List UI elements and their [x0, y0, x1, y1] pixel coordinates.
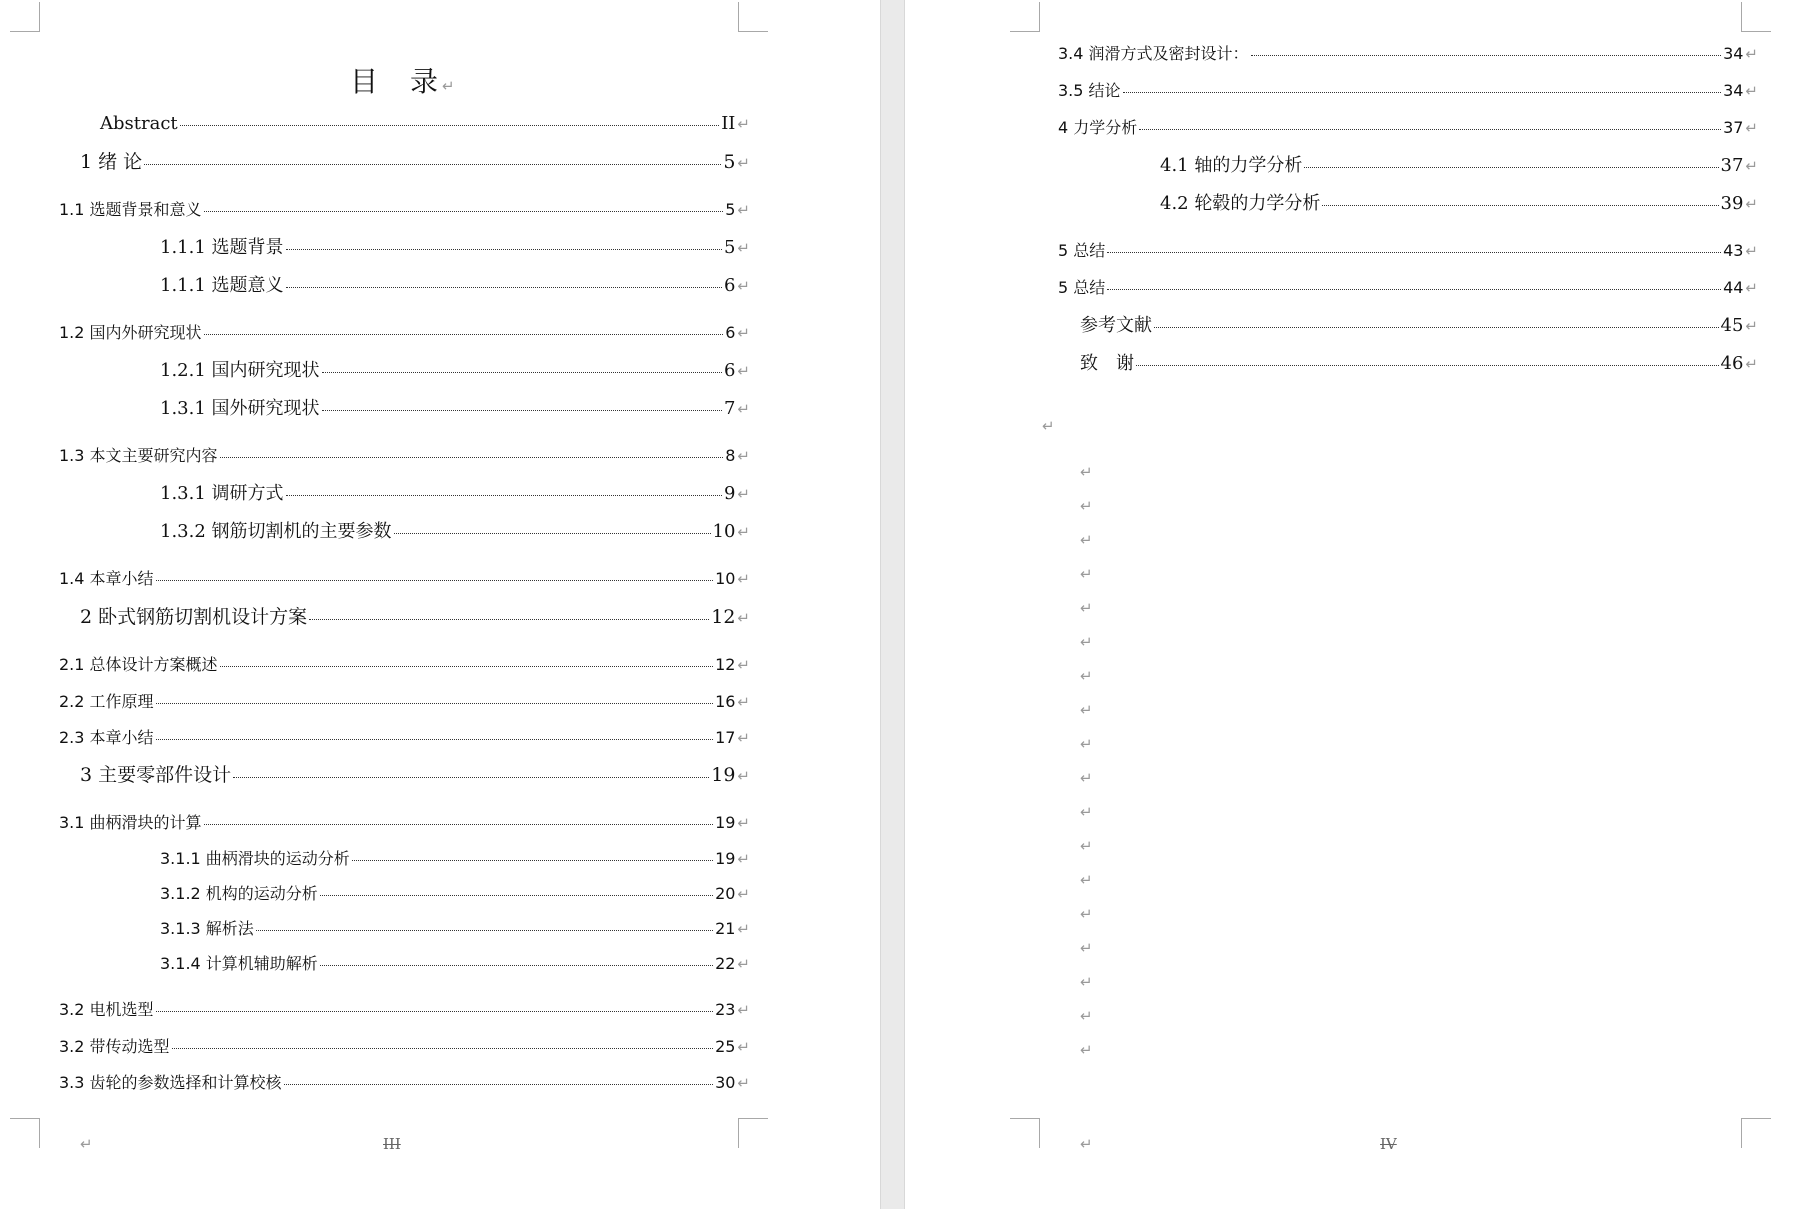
- toc-entry-section-3-5[interactable]: 3.5 结论 34 ↵: [1058, 81, 1758, 100]
- toc-entry-abstract[interactable]: Abstract II ↵: [100, 113, 750, 134]
- toc-entry-section-3-4[interactable]: 3.4 润滑方式及密封设计： 34 ↵: [1058, 44, 1758, 63]
- page-corner-marker: [10, 1118, 40, 1148]
- toc-entry-section-3-2-belt[interactable]: 3.2 带传动选型 25 ↵: [59, 1037, 750, 1056]
- page-corner-marker: [1741, 1118, 1771, 1148]
- paragraph-mark: ↵: [1080, 463, 1093, 481]
- toc-title: 目 录 ↵: [350, 65, 457, 98]
- page-corner-marker: [1010, 2, 1040, 32]
- toc-entry-subsection-3-1-3[interactable]: 3.1.3 解析法 21 ↵: [160, 919, 750, 938]
- page-corner-marker: [1741, 2, 1771, 32]
- toc-entry-subsection-1-1-1-significance[interactable]: 1.1.1 选题意义 6 ↵: [160, 275, 750, 296]
- paragraph-mark: ↵: [1080, 769, 1093, 787]
- paragraph-mark: ↵: [1080, 973, 1093, 991]
- footer-page-number: IV: [1380, 1135, 1397, 1153]
- paragraph-mark: ↵: [1080, 735, 1093, 753]
- paragraph-mark: ↵: [80, 1135, 93, 1153]
- toc-entry-section-1-2[interactable]: 1.2 国内外研究现状 6 ↵: [59, 323, 750, 342]
- toc-entry-chapter-2[interactable]: 2 卧式钢筋切割机设计方案 12 ↵: [80, 606, 750, 628]
- toc-entry-acknowledgements[interactable]: 致 谢 46 ↵: [1080, 353, 1758, 374]
- paragraph-mark: ↵: [1080, 939, 1093, 957]
- page-corner-marker: [738, 1118, 768, 1148]
- paragraph-mark: ↵: [1080, 1135, 1093, 1153]
- paragraph-mark: ↵: [1080, 837, 1093, 855]
- toc-entry-subsection-3-1-4[interactable]: 3.1.4 计算机辅助解析 22 ↵: [160, 954, 750, 973]
- toc-entry-section-3-1[interactable]: 3.1 曲柄滑块的计算 19 ↵: [59, 813, 750, 832]
- document-page-left: [0, 0, 880, 1209]
- toc-entry-section-2-1[interactable]: 2.1 总体设计方案概述 12 ↵: [59, 655, 750, 674]
- toc-entry-chapter-5-summary-b[interactable]: 5 总结 44 ↵: [1058, 278, 1758, 297]
- footer-page-number: III: [383, 1135, 401, 1153]
- toc-entry-section-2-2[interactable]: 2.2 工作原理 16 ↵: [59, 692, 750, 711]
- toc-entry-section-1-3[interactable]: 1.3 本文主要研究内容 8 ↵: [59, 446, 750, 465]
- paragraph-mark: ↵: [1080, 871, 1093, 889]
- document-page-right: [905, 0, 1818, 1209]
- toc-entry-subsection-1-3-2[interactable]: 1.3.2 钢筋切割机的主要参数 10 ↵: [160, 521, 750, 542]
- toc-entry-subsection-3-1-2[interactable]: 3.1.2 机构的运动分析 20 ↵: [160, 884, 750, 903]
- toc-entry-subsection-1-3-1[interactable]: 1.3.1 调研方式 9 ↵: [160, 483, 750, 504]
- page-gutter: [880, 0, 905, 1209]
- paragraph-mark: ↵: [1080, 1041, 1093, 1059]
- toc-entry-chapter-5-summary-a[interactable]: 5 总结 43 ↵: [1058, 241, 1758, 260]
- paragraph-mark: ↵: [1080, 633, 1093, 651]
- paragraph-mark: ↵: [1042, 417, 1055, 435]
- toc-entry-section-4-1[interactable]: 4.1 轴的力学分析 37 ↵: [1160, 155, 1758, 176]
- page-corner-marker: [10, 2, 40, 32]
- toc-entry-subsection-1-2-1[interactable]: 1.2.1 国内研究现状 6 ↵: [160, 360, 750, 381]
- paragraph-mark: ↵: [1080, 531, 1093, 549]
- toc-entry-section-1-4[interactable]: 1.4 本章小结 10 ↵: [59, 569, 750, 588]
- paragraph-mark: ↵: [1080, 497, 1093, 515]
- toc-entry-section-4-2[interactable]: 4.2 轮毂的力学分析 39 ↵: [1160, 193, 1758, 214]
- paragraph-mark: ↵: [1080, 1007, 1093, 1025]
- page-corner-marker: [1010, 1118, 1040, 1148]
- toc-entry-chapter-1[interactable]: 1 绪 论 5 ↵: [80, 151, 750, 173]
- toc-entry-references[interactable]: 参考文献 45 ↵: [1080, 315, 1758, 336]
- toc-entry-chapter-3[interactable]: 3 主要零部件设计 19 ↵: [80, 764, 750, 786]
- toc-entry-section-3-2-motor[interactable]: 3.2 电机选型 23 ↵: [59, 1000, 750, 1019]
- paragraph-mark: ↵: [1080, 565, 1093, 583]
- toc-entry-section-3-3[interactable]: 3.3 齿轮的参数选择和计算校核 30 ↵: [59, 1073, 750, 1092]
- toc-entry-section-2-3[interactable]: 2.3 本章小结 17 ↵: [59, 728, 750, 747]
- paragraph-mark: ↵: [1080, 803, 1093, 821]
- paragraph-mark: ↵: [1080, 667, 1093, 685]
- paragraph-mark: ↵: [1080, 905, 1093, 923]
- paragraph-mark: ↵: [1080, 599, 1093, 617]
- toc-entry-chapter-4[interactable]: 4 力学分析 37 ↵: [1058, 118, 1758, 137]
- toc-entry-section-1-1[interactable]: 1.1 选题背景和意义 5 ↵: [59, 200, 750, 219]
- toc-entry-subsection-1-1-1-background[interactable]: 1.1.1 选题背景 5 ↵: [160, 237, 750, 258]
- toc-entry-subsection-1-3-1-foreign[interactable]: 1.3.1 国外研究现状 7 ↵: [160, 398, 750, 419]
- page-corner-marker: [738, 2, 768, 32]
- toc-entry-subsection-3-1-1[interactable]: 3.1.1 曲柄滑块的运动分析 19 ↵: [160, 849, 750, 868]
- paragraph-mark: ↵: [1080, 701, 1093, 719]
